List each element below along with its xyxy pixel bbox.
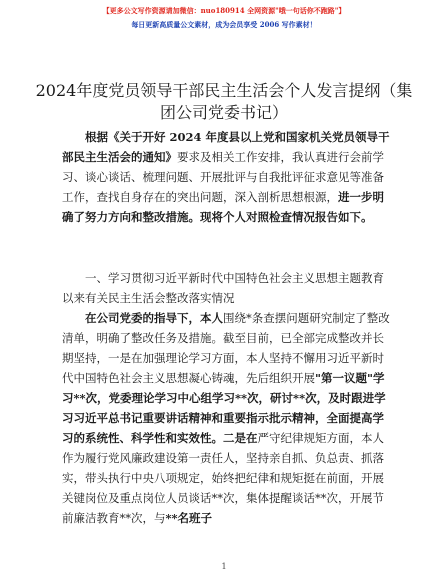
section-heading-text: 一、学习贯彻习近平新时代中国特色社会主义思想主题教育以来有关民主生活会整改落实情况 bbox=[62, 271, 384, 305]
header-banner bbox=[0, 0, 448, 50]
intro-paragraph bbox=[62, 127, 390, 227]
section-body-text1: 围绕*条查摆问题研究制定了整改清单，明确了整改任务及措施。截至目前，已全部完成整改并长期坚持，一是在加强理论学习方面，本人坚持不懈用习近平新时代中国特色社会主义思想凝心铸魂，先后组织开展 bbox=[62, 311, 390, 385]
banner-update-line: 每日更新高质量公文素材，成为会员享受 2006 写作素材！ bbox=[131, 20, 317, 29]
section-body-text3: 严守纪律规矩方面，本人作为履行党风廉政建设第一责任人，坚持亲自抓、负总责、抓落实，带头执行中央八项规定，始终把纪律和规矩挺在前面，开展关键岗位及重点岗位人员谈话**次，集体提醒谈话**次，开展节前廉洁教育**次，与 bbox=[62, 431, 384, 525]
section-body-lead: 在公司党委的指导下，本人 bbox=[85, 311, 223, 325]
document-title: 2024年度党员领导干部民主生活会个人发言提纲（集团公司党委书记） bbox=[35, 81, 413, 122]
page-number: 1 bbox=[221, 562, 227, 571]
intro-bold-tail: 进一步明确了努力方向和整改措施。现将个人对照检查情况报告如下。 bbox=[62, 190, 384, 224]
section-body-paragraph bbox=[62, 308, 390, 528]
banner-promo-line: 【更多公文写作资源请加微信：nuo180914 全网资源"哦一句话你不跑路"】 bbox=[102, 6, 346, 15]
intro-lead: 根据《关于开好 2024 年度县以上党和国家机关党员领导干部民主生活会的通知》 bbox=[62, 130, 390, 164]
section-body-text2: "第一议题"学习**次，党委理论学习中心组学习**次，研讨**次，及时跟进学习习近平总书记重要讲话精神和重要指示 bbox=[62, 371, 386, 425]
section-heading bbox=[62, 268, 390, 308]
section-body-bold-end: **名班子 bbox=[165, 511, 213, 525]
intro-body: 要求及相关工作安排，我认真进行会前学习、谈心谈话、梳理问题、开展批评与自我批评征求意见等准备工作，查找自身存在的突出问题，深入剖析思想根源， bbox=[62, 150, 384, 204]
section-body-bold-mid: 批示精神，全面提高学习的系统性、科学性和实效性。二是在 bbox=[62, 411, 384, 445]
